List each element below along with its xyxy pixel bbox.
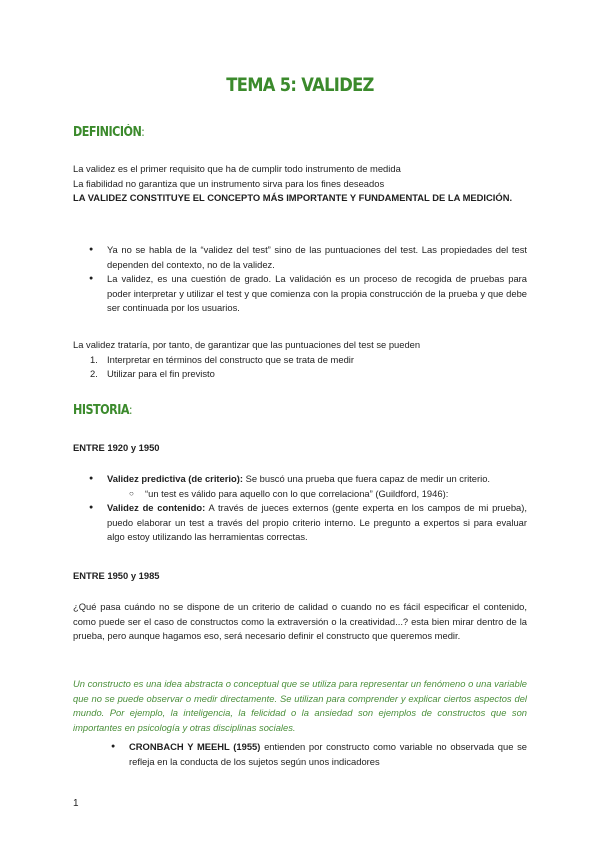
list-item [73,353,527,368]
list-text: Utilizar para el fin previsto [107,368,215,380]
list-item [73,472,527,487]
page-number: 1 [73,798,79,809]
bullet-label: Validez de contenido: [107,502,206,514]
bullet-text: A través de jueces externos (gente experta en los campos de mi prueba), puedo elaborar un test a través del propio criterio interno. Le pregunto a expertos si para evaluar algo estoy utilizando las herramientas correctas. [107,502,527,543]
construct-definition: Un constructo es una idea abstracta o conceptual que se utiliza para representar un fenómeno o una variable que no se puede observar o medir directamente. Se utilizan para comprender y explicar ciertos aspectos del mundo. Por ejemplo, la inteligencia, la felicidad o la ansiedad son ejemplos de constructos que son importantes en psicología y otras disciplinas sociales. [73,678,527,733]
list-item [73,367,527,382]
definicion-line-2: La fiabilidad no garantiza que un instrumento sirva para los fines deseados [73,177,385,189]
cronbach-block [73,740,527,769]
section-heading-definicion: DEFINICIÓN: [73,125,145,140]
definicion-intro: La validez trataría, por tanto, de garantizar que las puntuaciones del test se pueden [73,339,421,350]
list-text: Interpretar en términos del constructo que se trata de medir [107,353,355,365]
section-heading-historia: HISTORIA: [73,403,132,418]
definicion-text [73,162,527,206]
bullet-text: Se buscó una prueba que fuera capaz de medir un criterio. [242,473,491,484]
list-item [73,501,527,545]
period-1985: ENTRE 1950 y 1985 [73,570,160,581]
bullet-text: entienden por constructo como variable no observada que se refleja en la conducta de los sujetos según unos indicadores [129,741,528,767]
page-title: TEMA 5: VALIDEZ [226,74,374,96]
definicion-numbered [73,338,527,382]
historia-bullets [73,472,527,545]
bullet-label: CRONBACH Y MEEHL (1955) [129,741,261,752]
list-number: 2. [90,368,98,380]
definicion-line-1: La validez es el primer requisito que ha de cumplir todo instrumento de medida [73,163,401,174]
bullet-label: Validez predictiva (de criterio): [107,473,243,484]
historia-paragraph: ¿Qué pasa cuándo no se dispone de un criterio de calidad o cuando no es fácil especificar el contenido, como puede ser el caso de constructos como la extraversión o la creatividad...? esta bien mirar dentro de la prueba, pero aunque hagamos eso, será necesario definir el constructo que queremos medir. [73,601,527,642]
definicion-emphasis: LA VALIDEZ CONSTITUYE EL CONCEPTO MÁS IMPORTANTE Y FUNDAMENTAL DE LA MEDICIÓN. [73,192,513,204]
sub-list-item: ○ “un test es válido para aquello con lo que correlaciona” (Guildford, 1946): [73,487,527,502]
list-item: ● La validez, es una cuestión de grado. La validación es un proceso de recogida de pruebas para poder interpretar y utilizar el test y que comienza con la propia construcción de la prueba y que debe ser continuada por los usuarios. [73,272,527,316]
period-1950: ENTRE 1920 y 1950 [73,442,160,453]
list-item: ● Ya no se habla de la “validez del test” sino de las puntuaciones del test. Las propiedades del test dependen del contexto, no de la validez. [73,243,527,272]
list-item [73,740,527,769]
definicion-bullets [73,243,527,316]
list-number: 1. [90,353,98,365]
